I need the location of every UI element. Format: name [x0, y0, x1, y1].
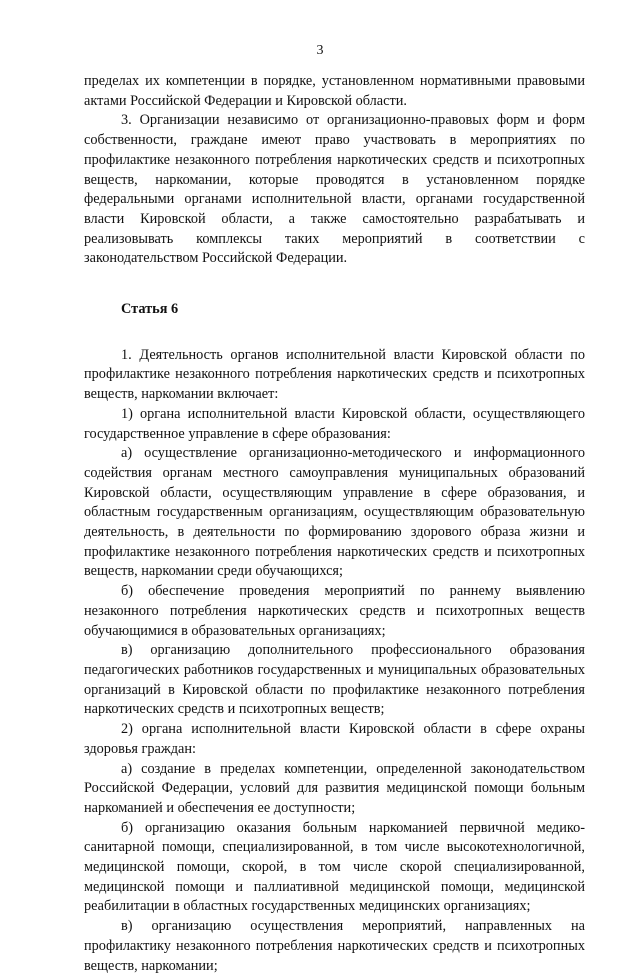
paragraph-subitem-2v: в) организацию осуществления мероприятий, направленных на профилактику незаконного потребления наркотических средств и психотропных веществ, наркомании; — [84, 918, 585, 974]
paragraph-subitem-1v: в) организацию дополнительного профессионального образования педагогических работников государственных и муниципальных образовательных организаций в Кировской области по профилактике незаконного потребления наркотических средств и психотропных веществ; — [84, 642, 585, 718]
paragraph-subitem-2b: б) организацию оказания больным наркоманией первичной медико-санитарной помощи, специализированной, в том числе высокотехнологичной, медицинской помощи, скорой, в том числе скорой специализированной, медицинской помощи и паллиативной медицинской помощи, медицинской реабилитации в областных государственных медицинских организациях; — [84, 819, 585, 915]
paragraph-continuation: пределах их компетенции в порядке, установленном нормативными правовыми актами Российской Федерации и Кировской области. — [84, 73, 585, 109]
page-number: 3 — [316, 43, 324, 58]
paragraph-subitem-2a: а) создание в пределах компетенции, определенной законодательством Российской Федерации, условий для развития медицинской помощи больным наркоманией и обеспечения ее доступности; — [84, 760, 585, 816]
paragraph-subitem-1b: б) обеспечение проведения мероприятий по раннему выявлению незаконного потребления наркотических средств и психотропных веществ обучающимися в образовательных организациях; — [84, 583, 585, 639]
paragraph-subitem-1a: а) осуществление организационно-методического и информационного содействия органам местного самоуправления муниципальных образований Кировской области, осуществляющим управление в сфере образования, и областным государственным организациям, осуществляющим образовательную деятельность, в деятельности по формированию здорового образа жизни и профилактике незаконного потребления наркотических средств и психотропных веществ, наркомании среди обучающихся; — [84, 445, 585, 580]
article-heading: Статья 6 — [121, 301, 179, 318]
paragraph-item-3: 3. Организации независимо от организационно-правовых форм и форм собственности, граждане имеют право участвовать в мероприятиях по профилактике незаконного потребления наркотических средств и психотропных веществ, наркомании, которые проводятся в установленном порядке федеральными органами исполнительной власти, органами государственной власти Кировской области, а также самостоятельно разрабатывать и реализовывать комплексы таких мероприятий в соответствии с законодательством Российской Федерации. — [84, 112, 585, 267]
document-body — [84, 72, 585, 976]
paragraph-subitem-2: 2) органа исполнительной власти Кировской области в сфере охраны здоровья граждан: — [84, 721, 585, 757]
paragraph-subitem-1: 1) органа исполнительной власти Кировской области, осуществляющего государственное управление в сфере образования: — [84, 405, 585, 442]
paragraph-item-1: 1. Деятельность органов исполнительной власти Кировской области по профилактике незаконного потребления наркотических средств и психотропных веществ, наркомании включает: — [84, 346, 585, 403]
